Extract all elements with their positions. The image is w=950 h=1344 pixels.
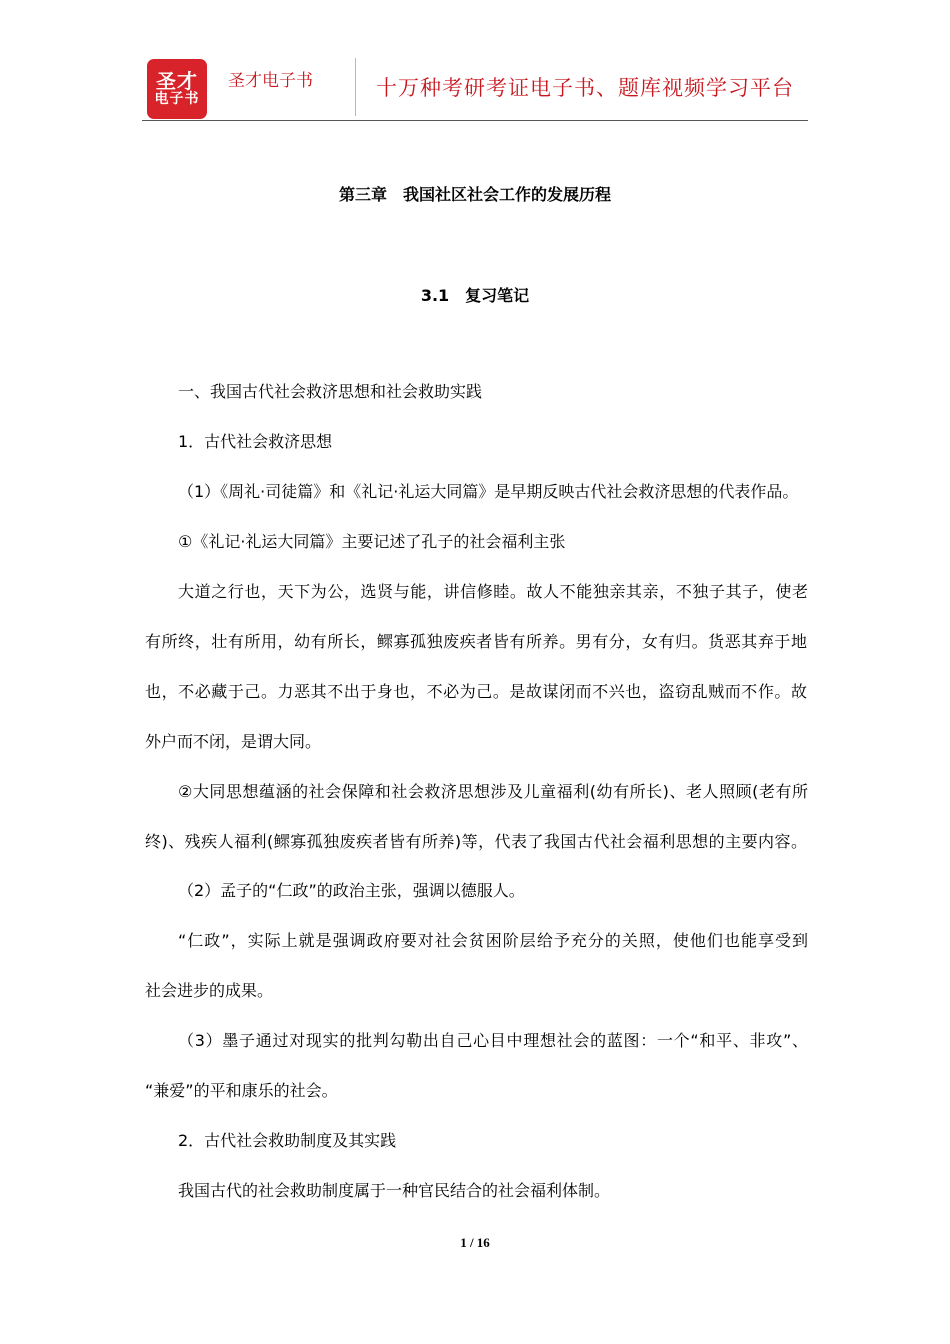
logo-line1: 圣才 — [156, 69, 198, 94]
paragraph-line: （1）《周礼·司徒篇》和《礼记·礼运大同篇》是早期反映古代社会救济思想的代表作品。 — [178, 482, 799, 501]
section-title: 3.1 复习笔记 — [420, 286, 530, 305]
paragraph-line: 大道之行也，天下为公，选贤与能，讲信修睦。故人不能独亲其亲，不独子其子，使老 — [178, 582, 808, 601]
paragraph-line: 有所终，壮有所用，幼有所长，鳏寡孤独废疾者皆有所养。男有分，女有归。货恶其弃于地 — [145, 632, 807, 651]
heading-1-1: 1．古代社会救济思想 — [178, 432, 333, 451]
brand-name: 圣才电子书 — [228, 71, 313, 91]
paragraph-line: 终)、残疾人福利(鳏寡孤独废疾者皆有所养)等，代表了我国古代社会福利思想的主要内容。 — [145, 832, 807, 851]
logo-line2: 电子书 — [154, 91, 200, 108]
paragraph-line: （2）孟子的“仁政”的政治主张，强调以德服人。 — [178, 881, 525, 900]
header-slogan: 十万种考研考证电子书、题库视频学习平台 — [376, 76, 794, 100]
paragraph-line: 外户而不闭，是谓大同。 — [145, 732, 322, 751]
brand-logo — [147, 59, 207, 119]
page-header — [142, 56, 808, 122]
header-divider — [355, 58, 356, 116]
paragraph-line: ②大同思想蕴涵的社会保障和社会救济思想涉及儿童福利(幼有所长)、老人照顾(老有所 — [178, 782, 808, 801]
paragraph-line: “兼爱”的平和康乐的社会。 — [145, 1081, 338, 1100]
paragraph-line: 也，不必藏于己。力恶其不出于身也，不必为己。是故谋闭而不兴也，盗窃乱贼而不作。故 — [145, 682, 807, 701]
header-rule — [142, 120, 808, 121]
page-number: 1 / 16 — [460, 1235, 490, 1250]
paragraph-line: 我国古代的社会救助制度属于一种官民结合的社会福利体制。 — [178, 1181, 611, 1200]
heading-1-2: 2．古代社会救助制度及其实践 — [178, 1131, 397, 1150]
paragraph-line: ①《礼记·礼运大同篇》主要记述了孔子的社会福利主张 — [178, 532, 566, 551]
chapter-title: 第三章 我国社区社会工作的发展历程 — [338, 185, 611, 204]
paragraph-line: 社会进步的成果。 — [145, 981, 274, 1000]
heading-1: 一、我国古代社会救济思想和社会救助实践 — [178, 382, 483, 401]
paragraph-line: “仁政”，实际上就是强调政府要对社会贫困阶层给予充分的关照，使他们也能享受到 — [178, 931, 808, 950]
paragraph-line: （3）墨子通过对现实的批判勾勒出自己心目中理想社会的蓝图：一个“和平、非攻”、 — [178, 1031, 808, 1050]
